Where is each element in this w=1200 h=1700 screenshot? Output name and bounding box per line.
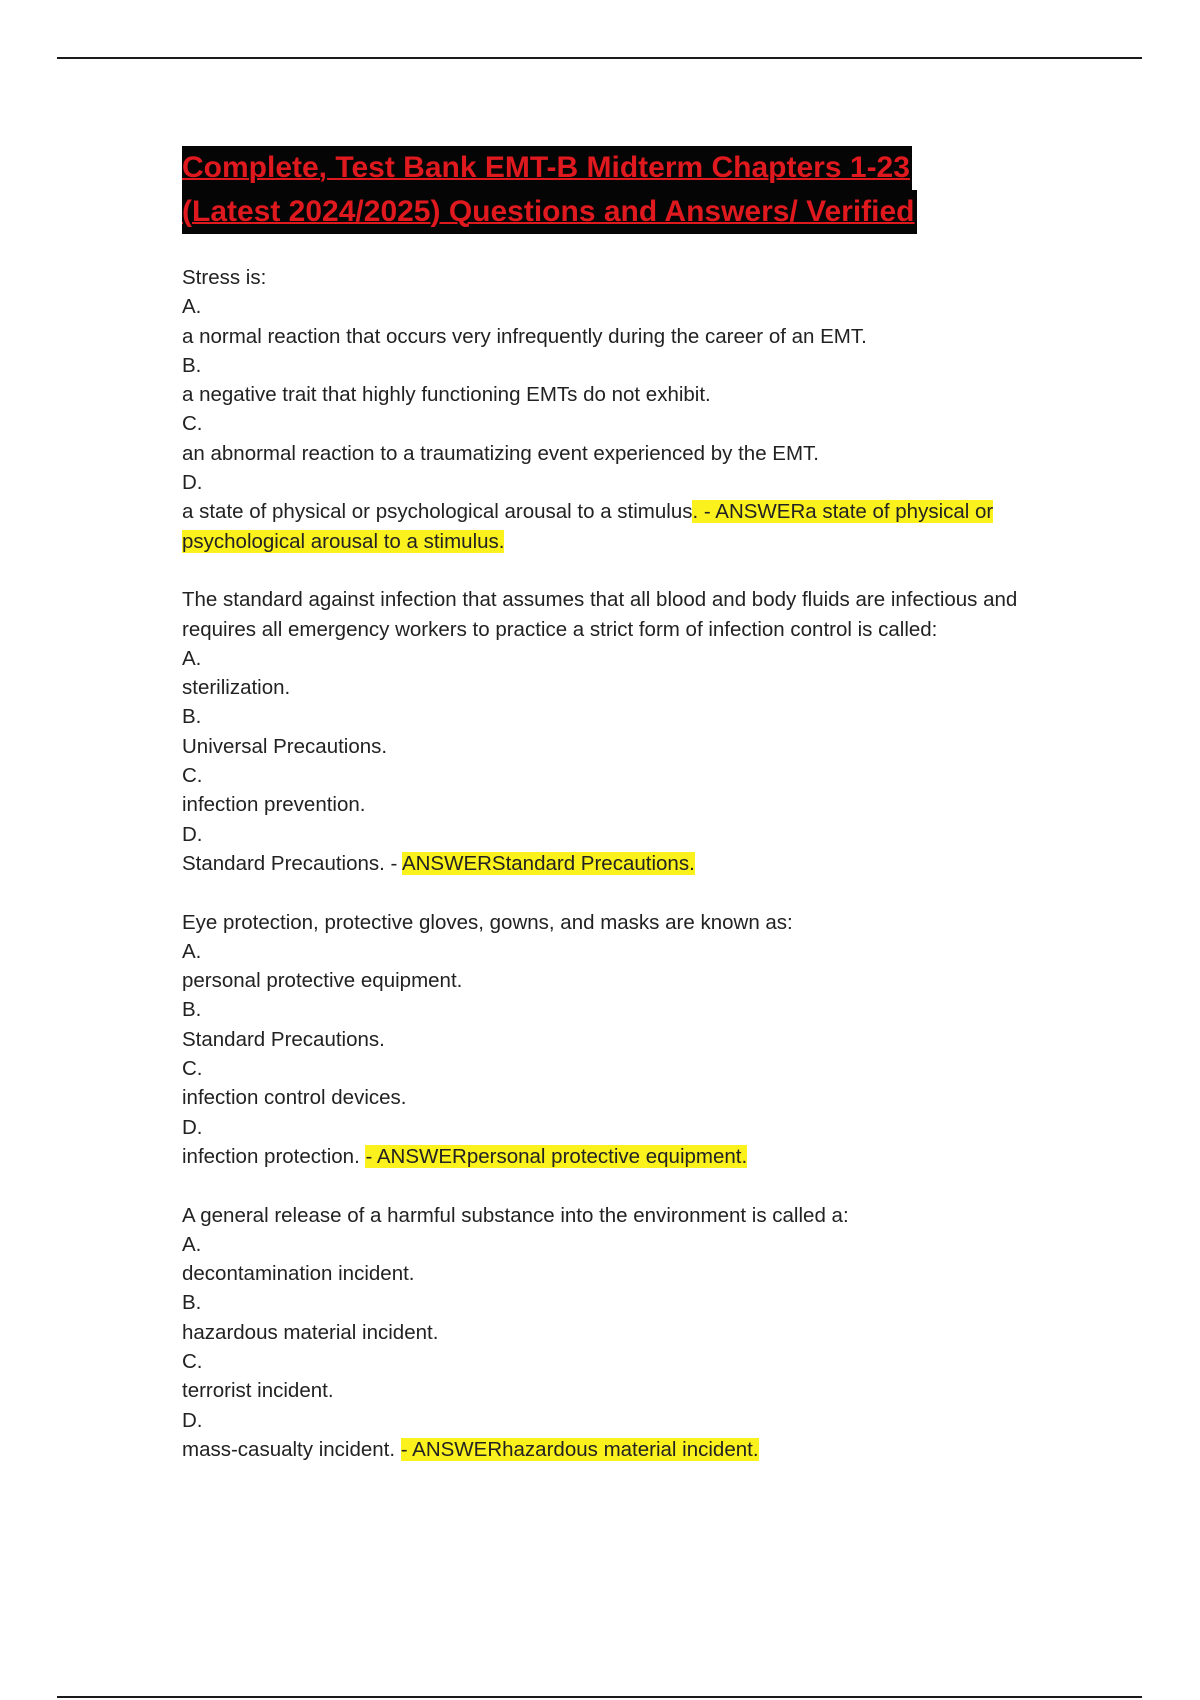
option-text: Standard Precautions.	[182, 1027, 385, 1051]
option-letter: B.	[182, 705, 202, 729]
option-text: Universal Precautions.	[182, 734, 388, 758]
question-stem: Stress is:	[182, 266, 267, 289]
option-text: infection protection.	[182, 1144, 366, 1168]
question-1	[182, 263, 1042, 556]
option-letter: D.	[182, 1408, 203, 1432]
option-letter: D.	[182, 1115, 203, 1139]
option-text: terrorist incident.	[182, 1379, 334, 1403]
option-letter: C.	[182, 1057, 203, 1081]
question-3	[182, 908, 1042, 1172]
option-letter: C.	[182, 412, 203, 436]
option-text: decontamination incident.	[182, 1262, 415, 1286]
option-letter: C.	[182, 1349, 203, 1373]
option-text: a normal reaction that occurs very infrequently during the career of an EMT.	[182, 324, 867, 348]
title-line-1: Complete, Test Bank EMT-B Midterm Chapters 1-23	[182, 146, 912, 190]
option-letter: A.	[182, 939, 202, 963]
answer-highlight: - ANSWERpersonal protective equipment.	[365, 1144, 748, 1168]
option-letter: D.	[182, 471, 203, 495]
header-rule	[57, 57, 1142, 59]
option-text: a state of physical or psychological arousal to a stimulus	[182, 500, 693, 524]
last-option-with-answer	[182, 1142, 1042, 1171]
question-list	[182, 263, 1042, 1493]
option-letter: D.	[182, 822, 203, 846]
question-4	[182, 1201, 1042, 1465]
option-text: hazardous material incident.	[182, 1320, 439, 1344]
option-letter: A.	[182, 295, 202, 319]
question-stem: Eye protection, protective gloves, gowns, and masks are known as:	[182, 910, 793, 934]
footer-rule	[57, 1696, 1142, 1698]
question-stem: The standard against infection that assumes that all blood and body fluids are infectious and requires all emergency workers to practice a strict form of infection control is called:	[182, 588, 1018, 641]
option-letter: B.	[182, 998, 202, 1022]
option-text: Standard Precautions. -	[182, 851, 402, 875]
option-text: mass-casualty incident.	[182, 1437, 401, 1461]
answer-highlight: ANSWERStandard Precautions.	[401, 851, 695, 875]
option-text: an abnormal reaction to a traumatizing event experienced by the EMT.	[182, 441, 819, 465]
last-option-with-answer	[182, 1435, 1042, 1464]
answer-highlight: . - ANSWERa state of physical or psychological arousal to a stimulus.	[182, 500, 994, 553]
question-2	[182, 585, 1042, 878]
option-letter: C.	[182, 764, 203, 788]
option-text: a negative trait that highly functioning EMTs do not exhibit.	[182, 383, 711, 407]
option-letter: B.	[182, 353, 202, 377]
option-letter: A.	[182, 1232, 202, 1256]
title-line-2: (Latest 2024/2025) Questions and Answers/ Verified	[182, 190, 917, 234]
question-stem: A general release of a harmful substance into the environment is called a:	[182, 1203, 849, 1227]
document-title	[182, 146, 1082, 234]
last-option-with-answer	[182, 497, 1042, 556]
answer-highlight: - ANSWERhazardous material incident.	[400, 1437, 759, 1461]
option-text: personal protective equipment.	[182, 969, 463, 993]
last-option-with-answer	[182, 849, 1042, 878]
option-text: infection prevention.	[182, 793, 366, 817]
option-text: sterilization.	[182, 676, 291, 700]
option-text: infection control devices.	[182, 1086, 407, 1110]
option-letter: A.	[182, 646, 202, 670]
option-letter: B.	[182, 1291, 202, 1315]
